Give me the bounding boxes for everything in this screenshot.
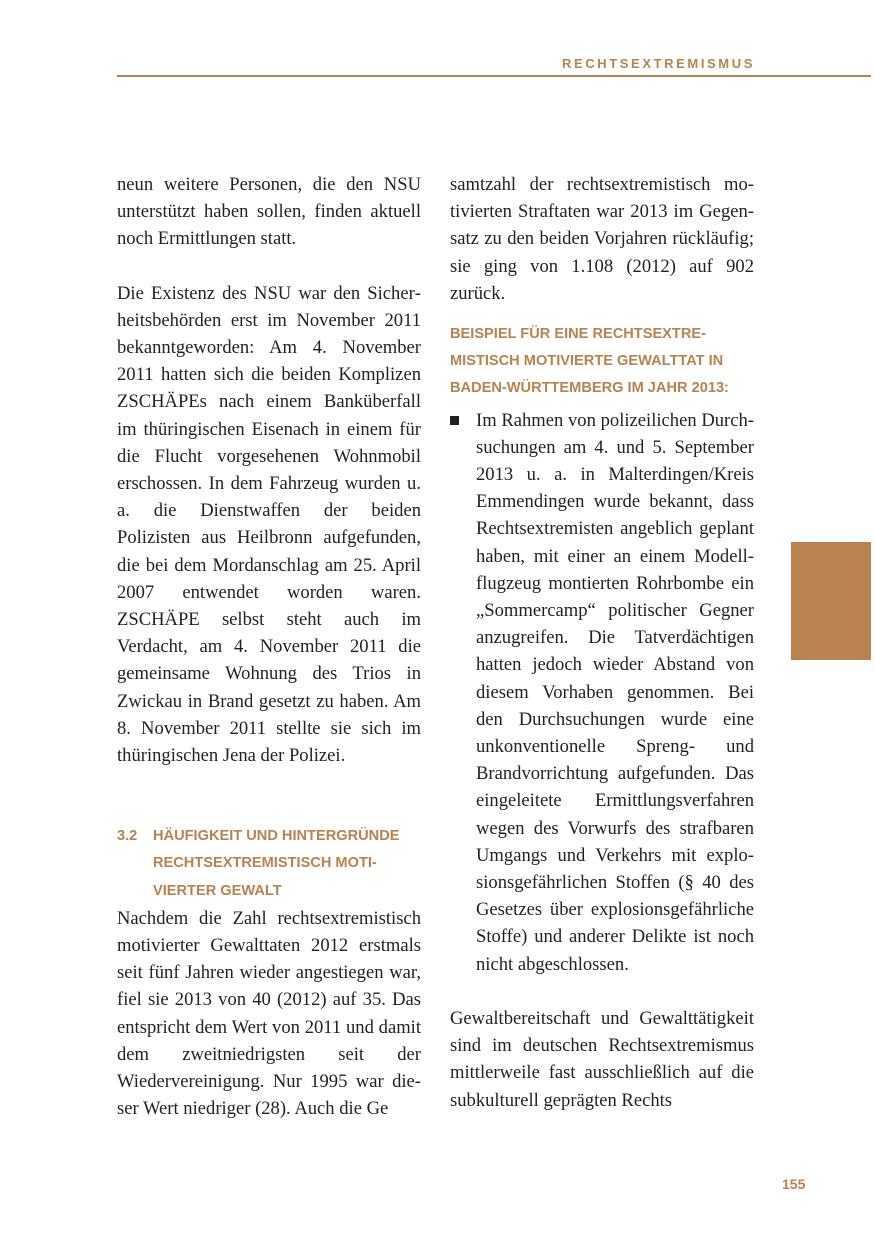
left-paragraph-2: Die Existenz des NSU war den Sicherheitsbehörden erst im November 2011 bekanntgeworden: Am 4. November 2011 hatten sich die beiden Komplizen ZSCHÄPEs nach einem Banküberfall im thüringischen Eisenach in einem für die Flucht vorgesehenen Wohnmobil erschossen. In dem Fahrzeug wurden u. a. die Dienstwaffen der beiden Polizisten aus Heilbronn aufgefunden, die bei dem Mordanschlag am 25. April 2007 entwendet worden waren. ZSCHÄPE selbst steht auch im Verdacht, am 4. November 2011 die gemeinsame Wohnung des Trios in Zwickau in Brand gesetzt zu haben. Am 8. November 2011 stellte sie sich im thüringischen Jena der Polizei. — [117, 282, 421, 767]
right-column — [450, 171, 754, 1114]
bullet-text: Im Rahmen von polizeilichen Durchsuchungen am 4. und 5. September 2013 u. a. in Malterdingen/Kreis Emmendingen wurde bekannt, dass Rechtsextremisten angeblich geplant haben, mit einer an einem Modellflugzeug montierten Rohrbombe ein „Sommercamp“ politischer Gegner anzugreifen. Die Tatverdächtigen hatten jedoch wieder Abstand von diesem Vorhaben genommen. Bei den Durchsuchungen wurde eine unkonventionelle Spreng- und Brandvorrichtung aufgefunden. Das eingeleitete Ermittlungsverfahren wegen des Vorwurfs des strafbaren Umgangs und Verkehrs mit explosionsgefährlichen Stoffen (§ 40 des Gesetzes über explosionsgefährliche Stoffe) und anderer Delikte ist noch nicht abgeschlossen. — [476, 409, 754, 975]
square-bullet-icon — [450, 416, 459, 425]
right-paragraph-2: Gewaltbereitschaft und Gewalttätigkeit sind im deutschen Rechtsextremismus mittlerweile fast ausschließlich auf die subkulturell geprägten Rechts — [450, 1007, 754, 1111]
example-heading: BEISPIEL FÜR EINE RECHTSEXTREMISTISCH MOTIVIERTE GEWALTTAT IN BADEN-WÜRTTEMBERG IM JAHR 2013: — [450, 326, 729, 397]
section-number: 3.2 — [117, 828, 138, 845]
right-paragraph-1: samtzahl der rechtsextremistisch motivierten Straftaten war 2013 im Gegensatz zu den beiden Vorjahren rückläufig; sie ging von 1.108 (2012) auf 902 zurück. — [450, 174, 754, 304]
page-number: 155 — [782, 1176, 806, 1192]
chapter-thumb-tab — [791, 542, 871, 660]
header-divider — [117, 75, 871, 77]
running-header-title: RECHTSEXTREMISMUS — [562, 56, 755, 71]
section-heading — [117, 823, 421, 905]
section-title: HÄUFIGKEIT UND HINTERGRÜNDE RECHTSEXTREMISTISCH MOTIVIERTER GEWALT — [153, 828, 400, 899]
left-column — [117, 171, 421, 1123]
left-paragraph-3: Nachdem die Zahl rechtsextremistisch motivierter Gewalttaten 2012 erstmals seit fünf Jahren wieder angestiegen war, fiel sie 2013 von 40 (2012) auf 35. Das entspricht dem Wert von 2011 und damit dem zweitniedrigsten seit der Wiedervereinigung. Nur 1995 war dieser Wert niedriger (28). Auch die Ge — [117, 907, 421, 1120]
list-item — [450, 407, 754, 978]
left-paragraph-1: neun weitere Personen, die den NSU unterstützt haben sollen, finden aktuell noch Ermittlungen statt. — [117, 174, 421, 250]
